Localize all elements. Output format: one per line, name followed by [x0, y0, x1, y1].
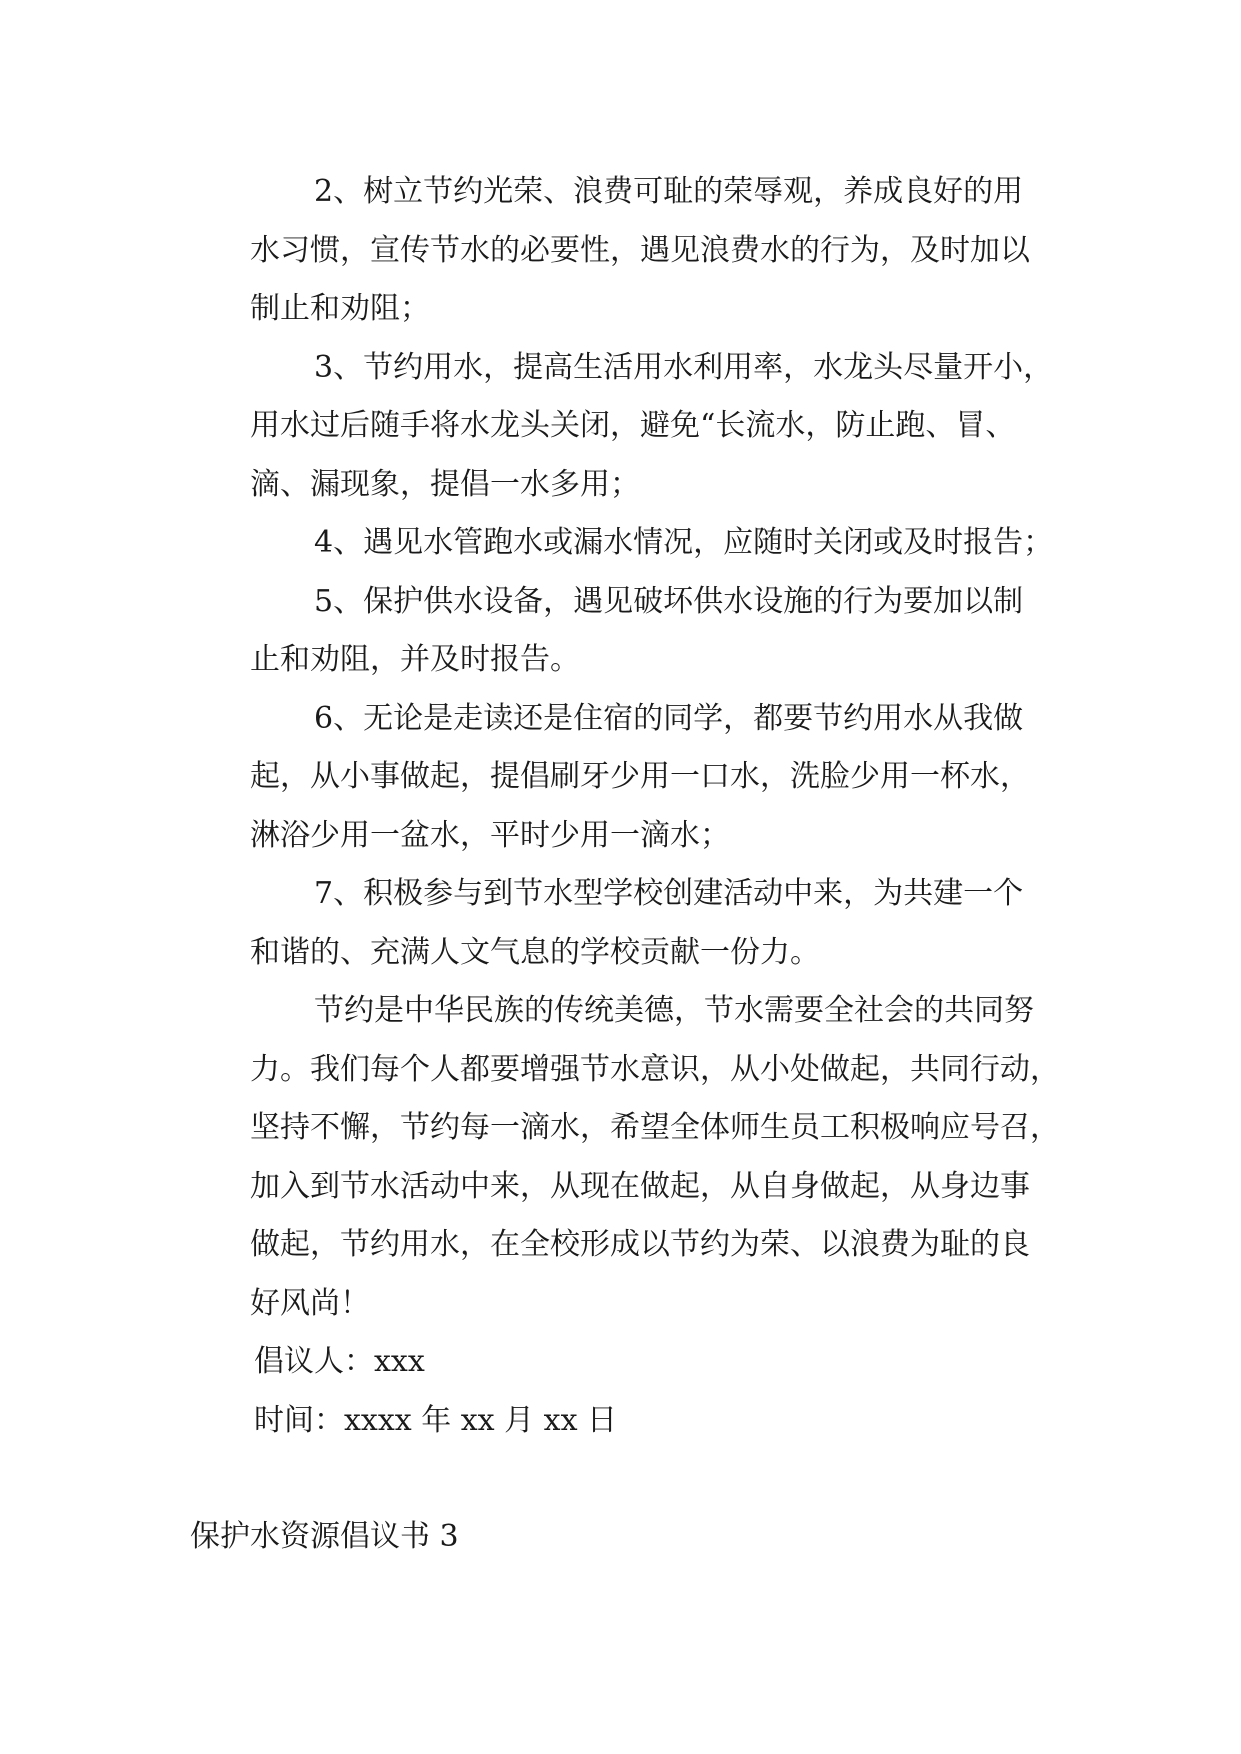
- paragraph-item-4: [190, 514, 1062, 573]
- text-line: 和谐的、充满人文气息的学校贡献一份力。: [250, 934, 820, 970]
- text-line: 7、积极参与到节水型学校创建活动中来，为共建一个: [314, 876, 1024, 911]
- text-line: 6、无论是走读还是住宿的同学，都要节约用水从我做: [314, 700, 1024, 736]
- text-line: 制止和劝阻；: [250, 291, 430, 326]
- document-body: [190, 163, 1062, 1567]
- paragraph-item-2: [190, 163, 1062, 339]
- text-line: 力。我们每个人都要增强节水意识，从小处做起，共同行动，: [250, 1051, 1060, 1087]
- text-line: 加入到节水活动中来，从现在做起，从自身做起，从身边事: [250, 1168, 1030, 1204]
- text-line: 4、遇见水管跑水或漏水情况，应随时关闭或及时报告；: [314, 525, 1054, 560]
- signature-initiator: 倡议人：xxx: [254, 1344, 425, 1379]
- paragraph-item-5: [190, 573, 1062, 690]
- text-line: 坚持不懈，节约每一滴水，希望全体师生员工积极响应号召，: [250, 1110, 1060, 1145]
- text-line: 用水过后随手将水龙头关闭，避免“长流水，防止跑、冒、: [250, 408, 1016, 443]
- section-title: 保护水资源倡议书 3: [190, 1519, 459, 1554]
- paragraph-item-7: [190, 865, 1062, 982]
- paragraph-item-3: [190, 339, 1062, 515]
- text-line: 止和劝阻，并及时报告。: [250, 642, 580, 677]
- text-line: 3、节约用水，提高生活用水利用率，水龙头尽量开小，: [314, 349, 1054, 385]
- text-line: 滴、漏现象，提倡一水多用；: [250, 466, 640, 502]
- paragraph-closing: [190, 982, 1062, 1333]
- text-line: 起，从小事做起，提倡刷牙少用一口水，洗脸少用一杯水，: [250, 759, 1030, 794]
- text-line: 做起，节约用水，在全校形成以节约为荣、以浪费为耻的良: [250, 1227, 1030, 1262]
- paragraph-item-6: [190, 690, 1062, 866]
- text-line: 好风尚！: [250, 1285, 370, 1321]
- text-line: 淋浴少用一盆水，平时少用一滴水；: [250, 817, 730, 853]
- text-line: 节约是中华民族的传统美德，节水需要全社会的共同努: [314, 993, 1034, 1028]
- text-line: 2、树立节约光荣、浪费可耻的荣辱观，养成良好的用: [314, 174, 1024, 209]
- text-line: 水习惯，宣传节水的必要性，遇见浪费水的行为，及时加以: [250, 232, 1030, 268]
- signature-date: 时间：xxxx 年 xx 月 xx 日: [254, 1402, 618, 1438]
- section-spacer: [190, 1450, 1062, 1508]
- text-line: 5、保护供水设备，遇见破坏供水设施的行为要加以制: [314, 583, 1024, 619]
